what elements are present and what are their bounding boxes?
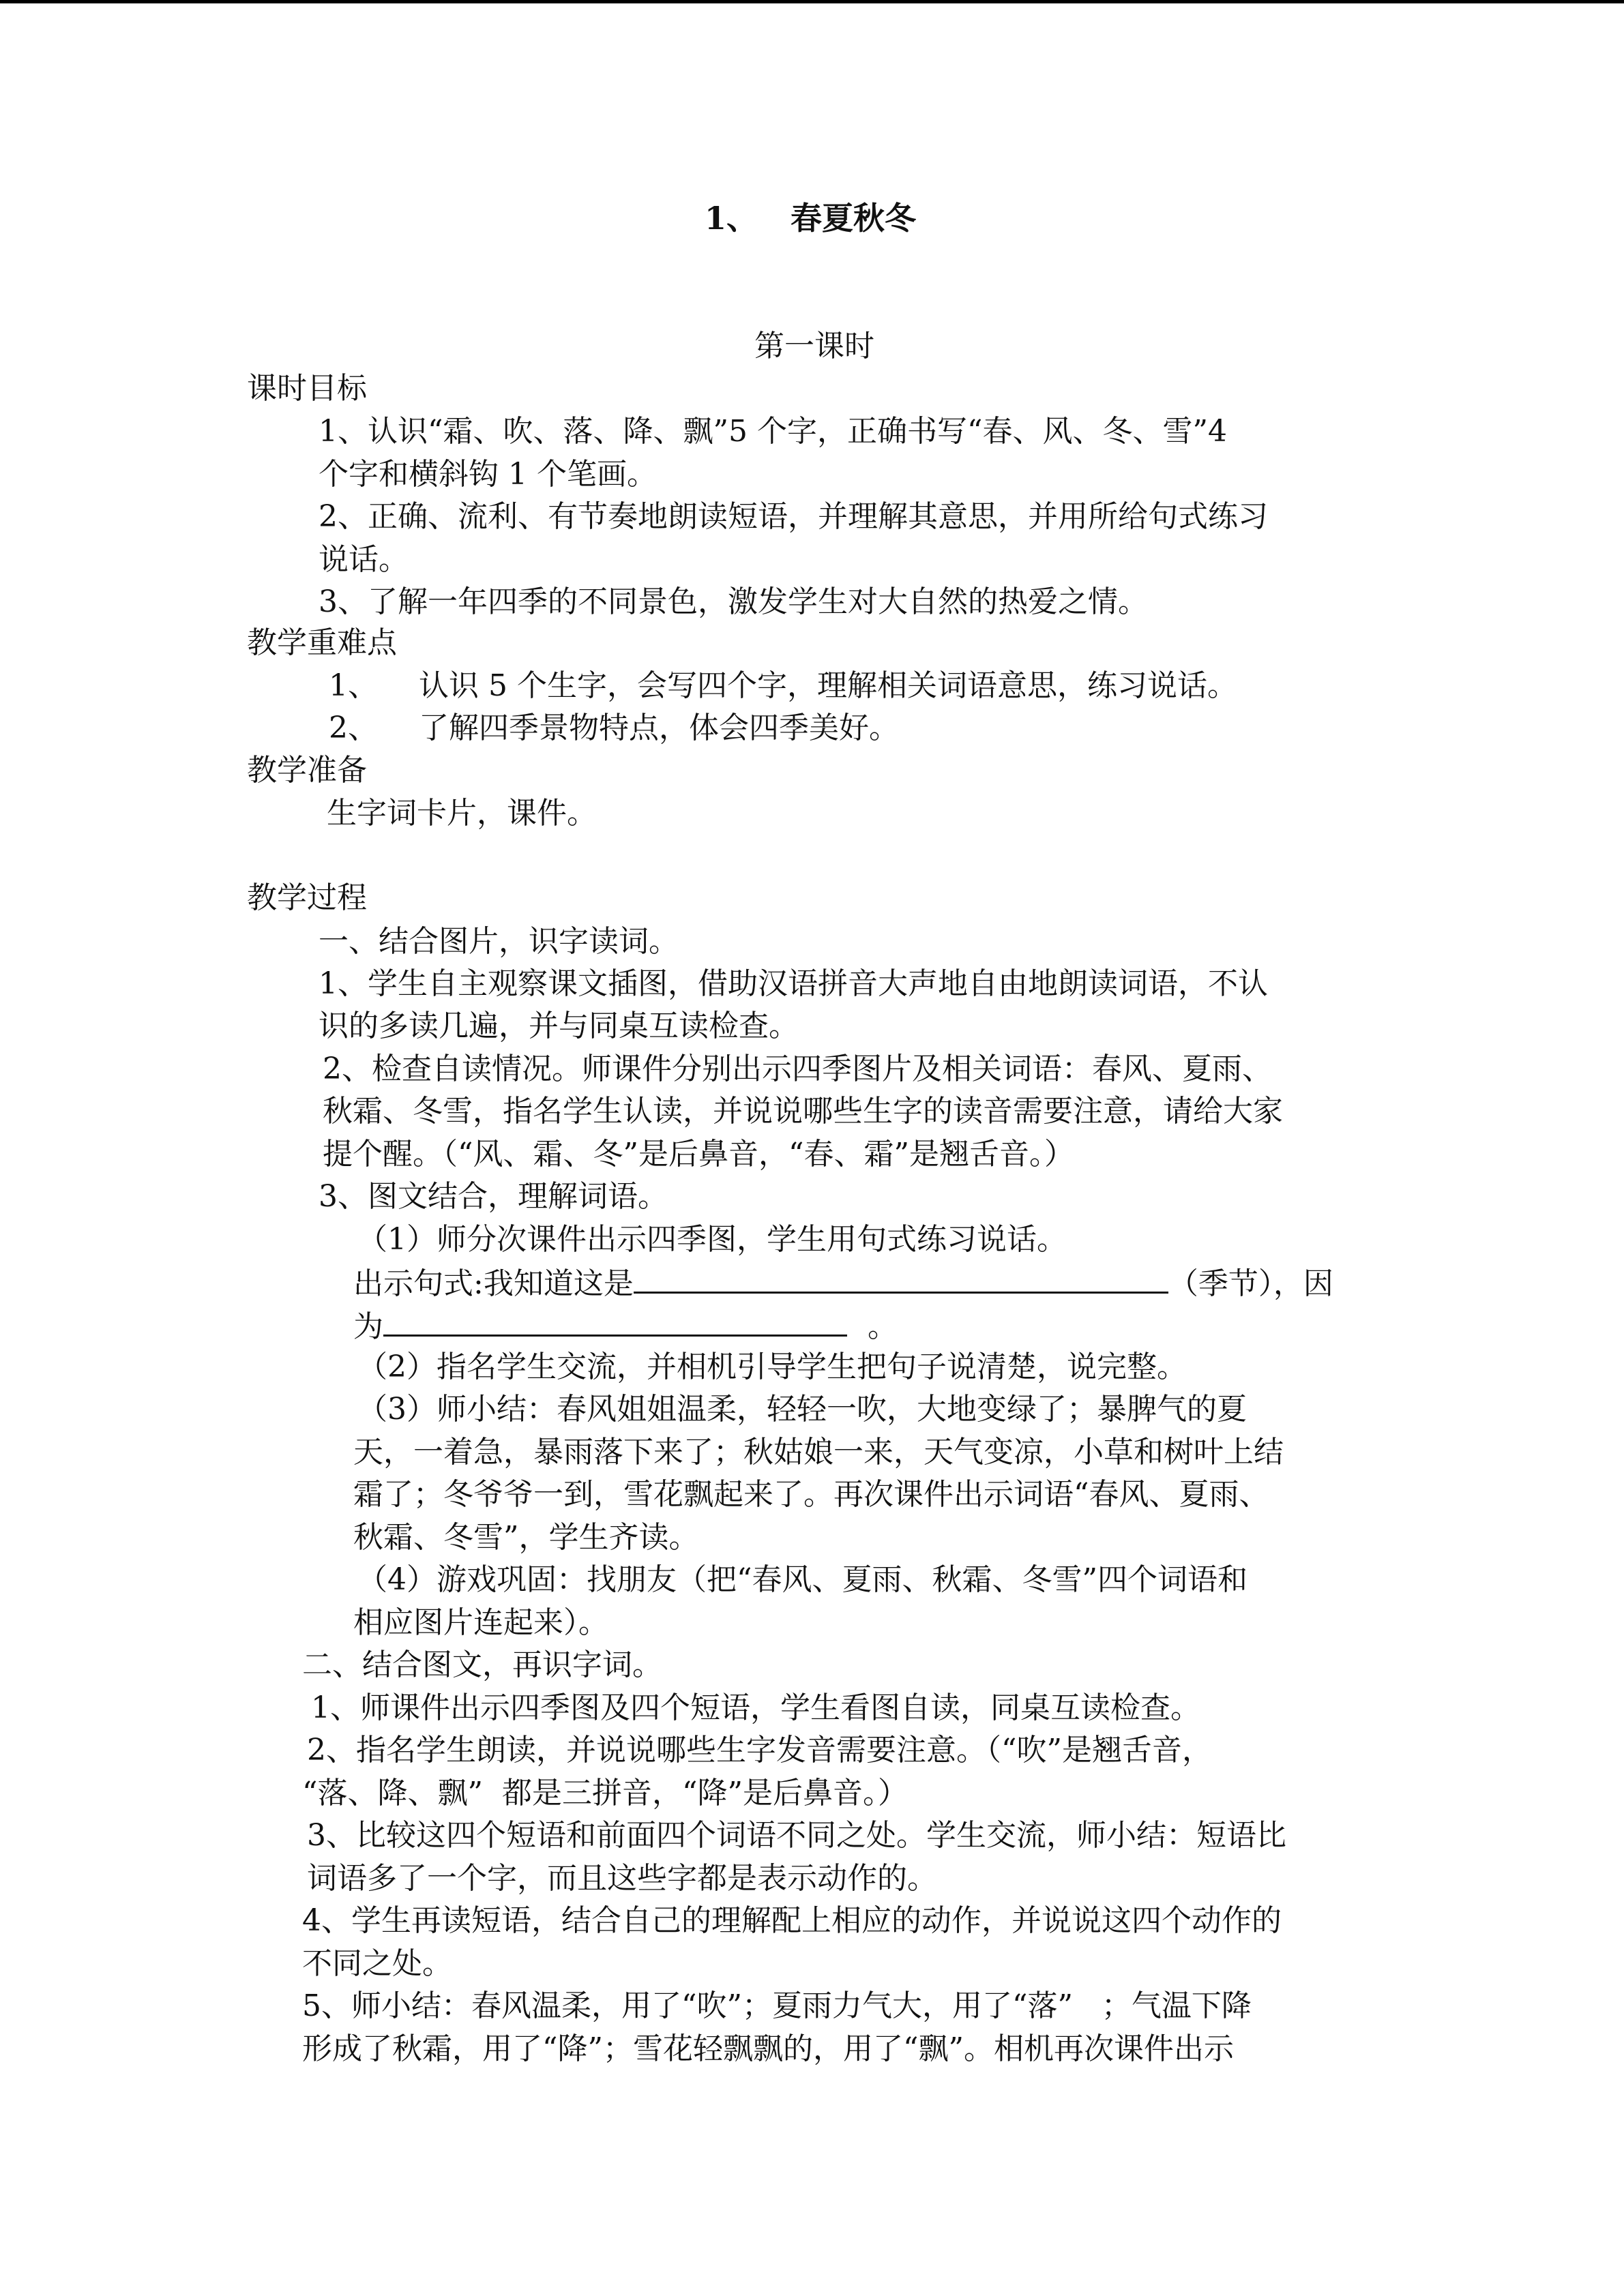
process-line: “落、降、飘” 都是三拼音，“降”是后鼻音。）	[302, 1776, 908, 1810]
sentence-pattern-end: 。	[868, 1309, 898, 1344]
section-heading-key-points: 教学重难点	[247, 625, 397, 660]
process-line: 秋霜、冬雪”，学生齐读。	[353, 1520, 699, 1555]
process-line: 4、学生再读短语，结合自己的理解配上相应的动作，并说说这四个动作的	[302, 1903, 1282, 1938]
goal-line: 2、正确、流利、有节奏地朗读短语，并理解其意思，并用所给句式练习	[319, 499, 1268, 534]
process-line: 3、图文结合，理解词语。	[319, 1179, 668, 1214]
key-point-number: 2、	[329, 711, 378, 745]
process-line: 相应图片连起来）。	[353, 1605, 608, 1640]
key-point-text: 认识 5 个生字，会写四个字，理解相关词语意思，练习说话。	[419, 668, 1237, 703]
process-line: 3、比较这四个短语和前面四个词语不同之处。学生交流，师小结：短语比	[307, 1818, 1286, 1853]
process-line: 词语多了一个字，而且这些字都是表示动作的。	[307, 1861, 937, 1896]
process-line: 5、师小结：春风温柔，用了“吹”；夏雨力气大，用了“落” ；气温下降	[302, 1988, 1252, 2023]
process-line: 1、师课件出示四季图及四个短语，学生看图自读，同桌互读检查。	[311, 1690, 1200, 1725]
sentence-pattern-line	[353, 1262, 1333, 1304]
key-point-number: 1、	[329, 668, 378, 703]
goal-line: 1、认识“霜、吹、落、降、飘”5 个字，正确书写“春、风、冬、雪”4	[319, 414, 1227, 449]
process-line: 识的多读几遍，并与同桌互读检查。	[319, 1009, 799, 1043]
goal-line: 个字和横斜钩 1 个笔画。	[319, 457, 657, 492]
process-line: 秋霜、冬雪，指名学生认读，并说说哪些生字的读音需要注意，请给大家	[323, 1094, 1283, 1129]
process-line: （2）指名学生交流，并相机引导学生把句子说清楚，说完整。	[357, 1350, 1187, 1384]
process-line: 霜了；冬爷爷一到，雪花飘起来了。再次课件出示词语“春风、夏雨、	[353, 1477, 1269, 1512]
fill-in-blank	[383, 1304, 847, 1337]
process-line: 1、学生自主观察课文插图，借助汉语拼音大声地自由地朗读词语，不认	[319, 966, 1268, 1001]
process-subheading: 二、结合图文，再识字词。	[302, 1648, 662, 1682]
process-line: 2、检查自读情况。师课件分别出示四季图片及相关词语：春风、夏雨、	[323, 1052, 1272, 1086]
sentence-pattern-suffix: （季节），因	[1168, 1266, 1333, 1301]
process-subheading: 一、结合图片，识字读词。	[319, 924, 679, 959]
goal-line: 说话。	[319, 542, 409, 577]
prep-text: 生字词卡片，课件。	[327, 796, 597, 831]
key-point-text: 了解四季景物特点，体会四季美好。	[419, 711, 899, 745]
process-line: （1）师分次课件出示四季图，学生用句式练习说话。	[357, 1222, 1067, 1257]
section-heading-process: 教学过程	[247, 880, 367, 915]
process-line: 天，一着急，暴雨落下来了；秋姑娘一来，天气变凉，小草和树叶上结	[353, 1435, 1284, 1470]
lesson-period: 第一课时	[754, 329, 874, 363]
process-line: 形成了秋霜，用了“降”；雪花轻飘飘的，用了“飘”。相机再次课件出示	[302, 2031, 1234, 2066]
process-line: 2、指名学生朗读，并说说哪些生字发音需要注意。（“吹”是翘舌音，	[307, 1733, 1212, 1768]
section-heading-prep: 教学准备	[247, 753, 367, 788]
lesson-title: 1、 春夏秋冬	[705, 200, 917, 237]
process-line: （4）游戏巩固：找朋友（把“春风、夏雨、秋霜、冬雪”四个词语和	[357, 1562, 1247, 1597]
section-heading-goals: 课时目标	[247, 371, 367, 406]
sentence-pattern-line	[353, 1304, 898, 1347]
goal-line: 3、了解一年四季的不同景色，激发学生对大自然的热爱之情。	[319, 584, 1148, 619]
sentence-pattern-prefix: 为	[353, 1309, 383, 1344]
sentence-pattern-prefix: 出示句式:我知道这是	[353, 1266, 634, 1301]
fill-in-blank	[634, 1262, 1168, 1294]
process-line: 提个醒。（“风、霜、冬”是后鼻音，“春、霜”是翘舌音。）	[323, 1137, 1074, 1172]
process-line: （3）师小结：春风姐姐温柔，轻轻一吹，大地变绿了；暴脾气的夏	[357, 1392, 1247, 1427]
process-line: 不同之处。	[302, 1946, 452, 1981]
